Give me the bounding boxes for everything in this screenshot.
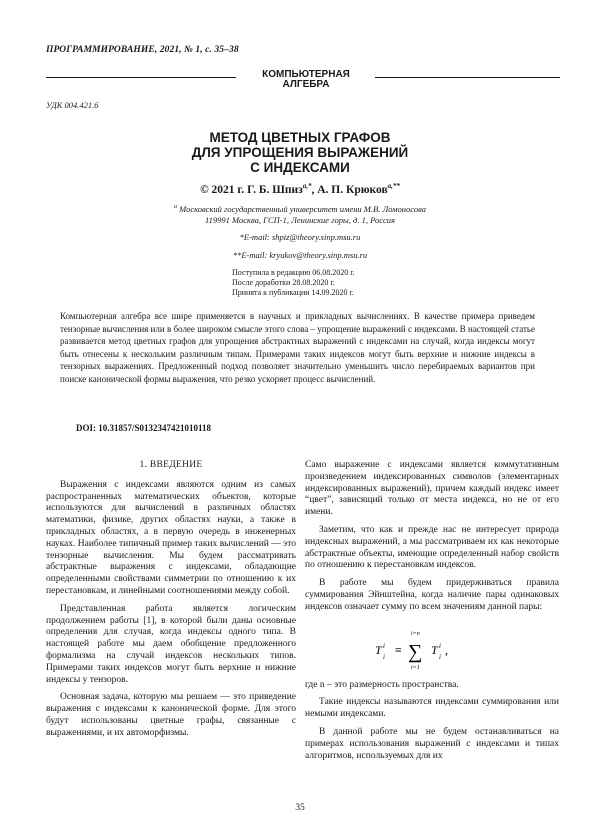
author2-sup: а,** bbox=[387, 182, 400, 190]
date-accepted: Принята к публикации 14.09.2020 г. bbox=[232, 288, 354, 297]
affiliation-line1: Московский государственный университет имени М.В. Ломоносова bbox=[177, 203, 426, 214]
title-line: МЕТОД ЦВЕТНЫХ ГРАФОВ bbox=[209, 130, 391, 145]
paragraph: В данной работе мы не будем останавливаться на примерах использования выражений с индексами и типах алгоритмов, используемых для их bbox=[305, 726, 559, 761]
date-received: Поступила в редакцию 06.08.2020 г. bbox=[232, 268, 355, 277]
formula-sum: ∑ bbox=[408, 640, 423, 663]
formula-sum-bot: i=1 bbox=[411, 664, 420, 671]
author1: © 2021 г. Г. Б. Шпиз bbox=[200, 183, 303, 196]
paragraph: Выражения с индексами являются одним из самых распространенных математических объектов, которые используются для вычислений в различных областях математики, физике, других областях науки, а также в прикладных областях, а в первую очередь в инженерных науках. Наиболее типичный пример таких вычислений — это тензорные вычисления. Мы будем рассматривать абстрактные выражения с индексами, обладающие определенными свойствами симметрии по отношению к их перестановкам, и линейными соотношениями между собой. bbox=[46, 479, 296, 596]
title-line: С ИНДЕКСАМИ bbox=[250, 160, 350, 175]
email-2[interactable]: **E-mail: kryukov@theory.sinp.msu.ru bbox=[232, 250, 368, 260]
section-title-line1: КОМПЬЮТЕРНАЯ bbox=[262, 69, 350, 80]
page-number: 35 bbox=[295, 803, 305, 813]
paragraph: где n – это размерность пространства. bbox=[305, 679, 459, 690]
udk-code: УДК 004.421.6 bbox=[46, 100, 99, 110]
formula-lhs-sub: i bbox=[383, 652, 385, 661]
formula-rhs-sub: i bbox=[439, 652, 441, 661]
section-heading: 1. ВВЕДЕНИЕ bbox=[139, 460, 203, 470]
paragraph: Представленная работа является логическим продолжением работы [1], в которой были даны основные определения для случая, когда индексы одного типа. В настоящей работе мы даем обобщение предложенного формализма на случай индексов нескольких типов. Примерами таких индексов могут быть верхние и нижние индексы у тензоров. bbox=[46, 603, 296, 685]
left-column bbox=[46, 460, 296, 746]
submission-dates bbox=[232, 268, 355, 298]
authors bbox=[0, 182, 600, 196]
title-line: ДЛЯ УПРОЩЕНИЯ ВЫРАЖЕНИЙ bbox=[191, 145, 409, 160]
formula-equiv: ≡ bbox=[395, 642, 402, 657]
email-1[interactable]: *E-mail: shpiz@theory.sinp.msu.ru bbox=[239, 232, 361, 242]
formula-comma: , bbox=[445, 642, 448, 657]
summation-formula bbox=[305, 624, 559, 672]
formula-rhs-base: T bbox=[431, 642, 438, 657]
affiliation-sup: а bbox=[174, 204, 177, 210]
paragraph: Такие индексы называются индексами суммирования или немыми индексами. bbox=[305, 697, 559, 720]
author2: , А. П. Крюков bbox=[311, 183, 388, 196]
affiliation-line2: 119991 Москва, ГСП-1, Ленинские горы, д. 1, Россия bbox=[205, 214, 395, 225]
date-revised: После доработки 28.08.2020 г. bbox=[232, 278, 335, 287]
header-rule-right bbox=[375, 77, 560, 78]
paragraph: Основная задача, которую мы решаем — это приведение выражения с индексами к канонической форме. Для этого будут использованы цветные графы, связанные с выражениями, и их автоморфизмы. bbox=[46, 692, 296, 738]
abstract: Компьютерная алгебра все шире применяется в научных и прикладных вычислениях. В качестве примера приведем тензорные вычисления или в более широком смысле этого слова – упрощение выражений с индексами. В настоящей статье развивается метод цветных графов для упрощения абстрактных выражений с индексами на случай, когда индексы могут быть отнесены к нескольким различным типам. Примерами таких индексов могут быть верхние и нижние индексы в тензорных выражениях. Предложенный подход позволяет значительно уменьшить число перебираемых вариантов при поиске канонической формы выражения, что резко ускоряет процесс вычислений. bbox=[60, 311, 535, 384]
section-title bbox=[241, 70, 371, 90]
paragraph: Заметим, что как и прежде нас не интересует природа индексных выражений, а мы рассматриваем их как некоторые абстрактные объекты, имеющие определенный набор свойств по отношению к перестановкам индексов. bbox=[305, 524, 559, 571]
formula-rhs-sup: i bbox=[439, 641, 441, 650]
formula-lhs-sup: i bbox=[383, 641, 385, 650]
doi[interactable]: DOI: 10.31857/S0132347421010118 bbox=[76, 423, 212, 433]
header-rule-left bbox=[46, 77, 236, 78]
formula-sum-top: i=n bbox=[411, 630, 420, 637]
author1-sup: а,* bbox=[302, 182, 312, 190]
right-column bbox=[305, 460, 559, 768]
section-title-line2: АЛГЕБРА bbox=[282, 79, 330, 90]
formula-lhs-base: T bbox=[375, 642, 382, 657]
article-title bbox=[0, 130, 600, 175]
paragraph: В работе мы будем придерживаться правила суммирования Эйнштейна, когда наличие пары одинаковых индексов означает сумму по всем значениям данной пары: bbox=[305, 578, 559, 612]
affiliation bbox=[0, 202, 600, 226]
section-header bbox=[46, 70, 560, 92]
paragraph: Само выражение с индексами является коммутативным произведением индексированных символов (элементарных индексированных выражений), причем каждый индекс имеет “цвет”, зависящий только от места индекса, но не от его имени. bbox=[305, 460, 559, 518]
journal-citation: ПРОГРАММИРОВАНИЕ, 2021, № 1, с. 35–38 bbox=[46, 45, 239, 55]
formula-svg bbox=[375, 624, 515, 672]
